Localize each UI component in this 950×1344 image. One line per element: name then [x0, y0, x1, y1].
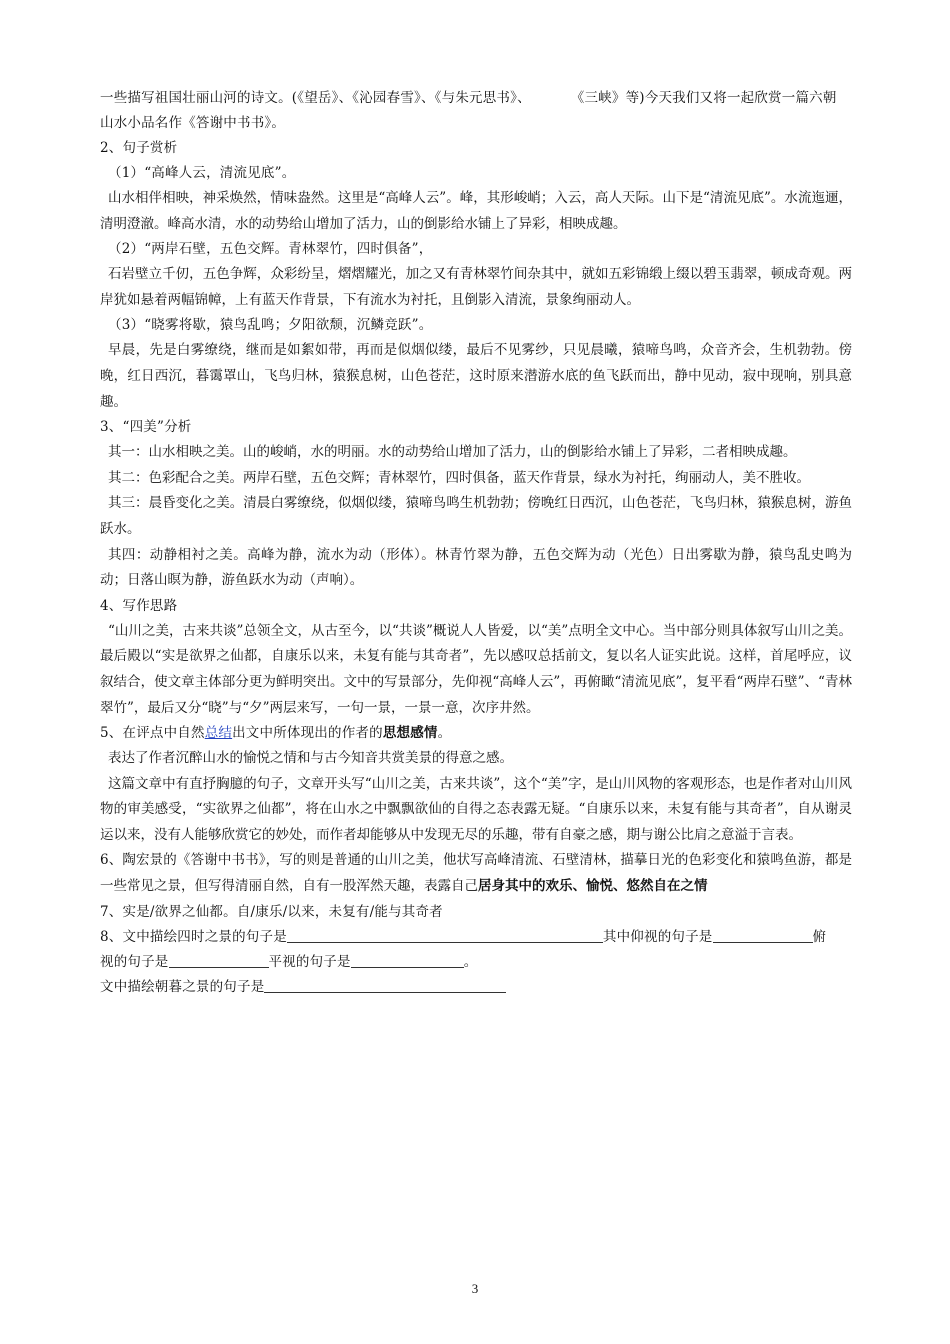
- intro-text-1: 一些描写祖国壮丽山河的诗文。(《望岳》、《沁园春雪》、《与朱元思书》、: [100, 90, 531, 106]
- answer-blank-morning-evening[interactable]: [264, 978, 506, 993]
- intro-line-1: [100, 86, 852, 111]
- section-8-line-3: [100, 975, 852, 1000]
- page-number: 3: [471, 1281, 479, 1296]
- section-5-paragraph-1: 表达了作者沉醉山水的愉悦之情和与古今知音共赏美景的得意之感。: [108, 750, 513, 767]
- intro-text-2: 《三峡》等)今天我们又将一起欣赏一篇六朝: [570, 90, 837, 106]
- section-8-label-a: 8、文中描绘四时之景的句子是: [100, 928, 287, 945]
- section-5-heading-bold: 思想感情: [382, 725, 438, 742]
- section-7-line: 7、实是/欲界之仙都。自/康乐/以来，未复有/能与其奇者: [100, 903, 443, 920]
- section-3-paragraph-1: 其一：山水相映之美。山的峻峭，水的明丽。水的动势给山增加了活力，山的倒影给水铺上了异彩，二者相映成趣。: [108, 444, 797, 461]
- section-2-heading: 2、句子赏析: [100, 140, 178, 156]
- section-6-bold: 居身其中的欢乐、愉悦、悠然自在之情: [478, 878, 708, 895]
- section-5-heading: [100, 721, 852, 746]
- answer-blank-four-seasons[interactable]: [287, 928, 603, 943]
- summary-link[interactable]: 总结: [204, 725, 233, 742]
- section-3-paragraph-3: 其三：晨昏变化之美。清晨白雾缭绕，似烟似缕，猿啼鸟鸣生机勃勃；傍晚红日西沉，山色苍茫，飞鸟归林，猿猴息树，游鱼跃水。: [100, 495, 852, 537]
- section-8-label-c: 俯: [812, 928, 827, 945]
- section-2-question-3: （3）“晓雾将歇，猿鸟乱鸣；夕阳欲颓，沉鳞竞跃”。: [108, 317, 433, 334]
- document-body: [100, 86, 852, 1000]
- section-2-paragraph-3: 早晨，先是白雾缭绕，继而是如絮如带，再而是似烟似缕，最后不见雾纱，只见晨曦，猿啼鸟鸣，众音齐会，生机勃勃。傍晚，红日西沉，暮霭罩山，飞鸟归林，猿猴息树，山色苍茫，这时原来潜游水底的鱼飞跃而出，静中见动，寂中现响，别具意趣。: [100, 342, 852, 410]
- answer-blank-look-down[interactable]: [169, 953, 269, 968]
- section-8-label-d: 视的句子是: [100, 953, 169, 970]
- answer-blank-look-up[interactable]: [713, 928, 813, 943]
- section-8-line-2: [100, 950, 852, 975]
- section-3-heading: 3、“四美”分析: [100, 419, 192, 436]
- section-8-label-g: 文中描绘朝暮之景的句子是: [100, 978, 265, 995]
- answer-blank-level-view[interactable]: [351, 953, 464, 968]
- section-2-paragraph-2: 石岩壁立千仞，五色争辉，众彩纷呈，熠熠耀光，加之又有青林翠竹间杂其中，就如五彩锦缎上缀以碧玉翡翠，顿成奇观。两岸犹如悬着两幅锦幛，上有蓝天作背景，下有流水为衬托，且倒影入清流，景象绚丽动人。: [100, 266, 852, 308]
- section-6-text: 6、陶宏景的《答谢中书书》，写的则是普通的山川之美，他状写高峰清流、石壁清林，描摹日光的色彩变化和猿鸣鱼游，都是一些常见之景，但写得清丽自然，自有一股浑然天趣，表露自己: [100, 852, 852, 895]
- section-6-paragraph: [100, 848, 852, 899]
- section-4-paragraph-1: “山川之美，古来共谈”总领全文，从古至今，以“共谈”概说人人皆爱，以“美”点明全文中心。当中部分则具体叙写山川之美。最后殿以“实是欲界之仙都，自康乐以来，未复有能与其奇者”，先以感叹总括前文，复以名人证实此说。这样，首尾呼应，议叙结合，使文章主体部分更为鲜明突出。文中的写景部分，先仰视“高峰人云”，再俯瞰“清流见底”，复平看“两岸石壁”、“青林翠竹”，最后又分“晓”与“夕”两层来写，一句一景，一景一意，次序井然。: [100, 622, 852, 716]
- section-8-line-1: [100, 925, 852, 950]
- section-5-heading-mid: 出文中所体现出的作者的: [232, 725, 383, 742]
- section-8-label-b: 其中仰视的句子是: [602, 928, 713, 945]
- section-2-question-2: （2）“两岸石壁，五色交辉。青林翠竹，四时俱备”，: [108, 241, 433, 258]
- section-5-heading-end: 。: [437, 725, 452, 742]
- section-5-heading-text: 5、在评点中自然: [100, 725, 205, 742]
- section-3-paragraph-2: 其二：色彩配合之美。两岸石壁，五色交辉；青林翠竹，四时俱备，蓝天作背景，绿水为衬托，绚丽动人，美不胜收。: [108, 469, 810, 486]
- intro-line-2: 山水小品名作《答谢中书书》。: [100, 115, 286, 131]
- section-4-heading: 4、写作思路: [100, 597, 178, 614]
- section-5-paragraph-2: 这篇文章中有直抒胸臆的句子，文章开头写“山川之美，古来共谈”，这个“美”字，是山川风物的客观形态，也是作者对山川风物的审美感受，“实欲界之仙都”，将在山水之中飘飘欲仙的自得之态表露无疑。“自康乐以来，未复有能与其奇者”，自从谢灵运以来，没有人能够欣赏它的妙处，而作者却能够从中发现无尽的乐趣，带有自豪之感，期与谢公比肩之意溢于言表。: [100, 775, 852, 843]
- section-2-paragraph-1: 山水相伴相映，神采焕然，情味盎然。这里是“高峰人云”。峰，其形峻峭；入云，高人天际。山下是“清流见底”。水流迤逦，清明澄澈。峰高水清，水的动势给山增加了活力，山的倒影给水铺上了异彩，相映成趣。: [100, 190, 852, 232]
- section-8-label-e: 平视的句子是: [268, 953, 351, 970]
- section-3-paragraph-4: 其四：动静相衬之美。高峰为静，流水为动（形体）。林青竹翠为静，五色交辉为动（光色）日出雾歇为静，猿鸟乱史鸣为动；日落山暝为静，游鱼跃水为动（声响）。: [100, 546, 852, 589]
- section-2-question-1: （1）“高峰人云，清流见底”。: [108, 165, 296, 181]
- section-8-label-f: 。: [463, 953, 478, 970]
